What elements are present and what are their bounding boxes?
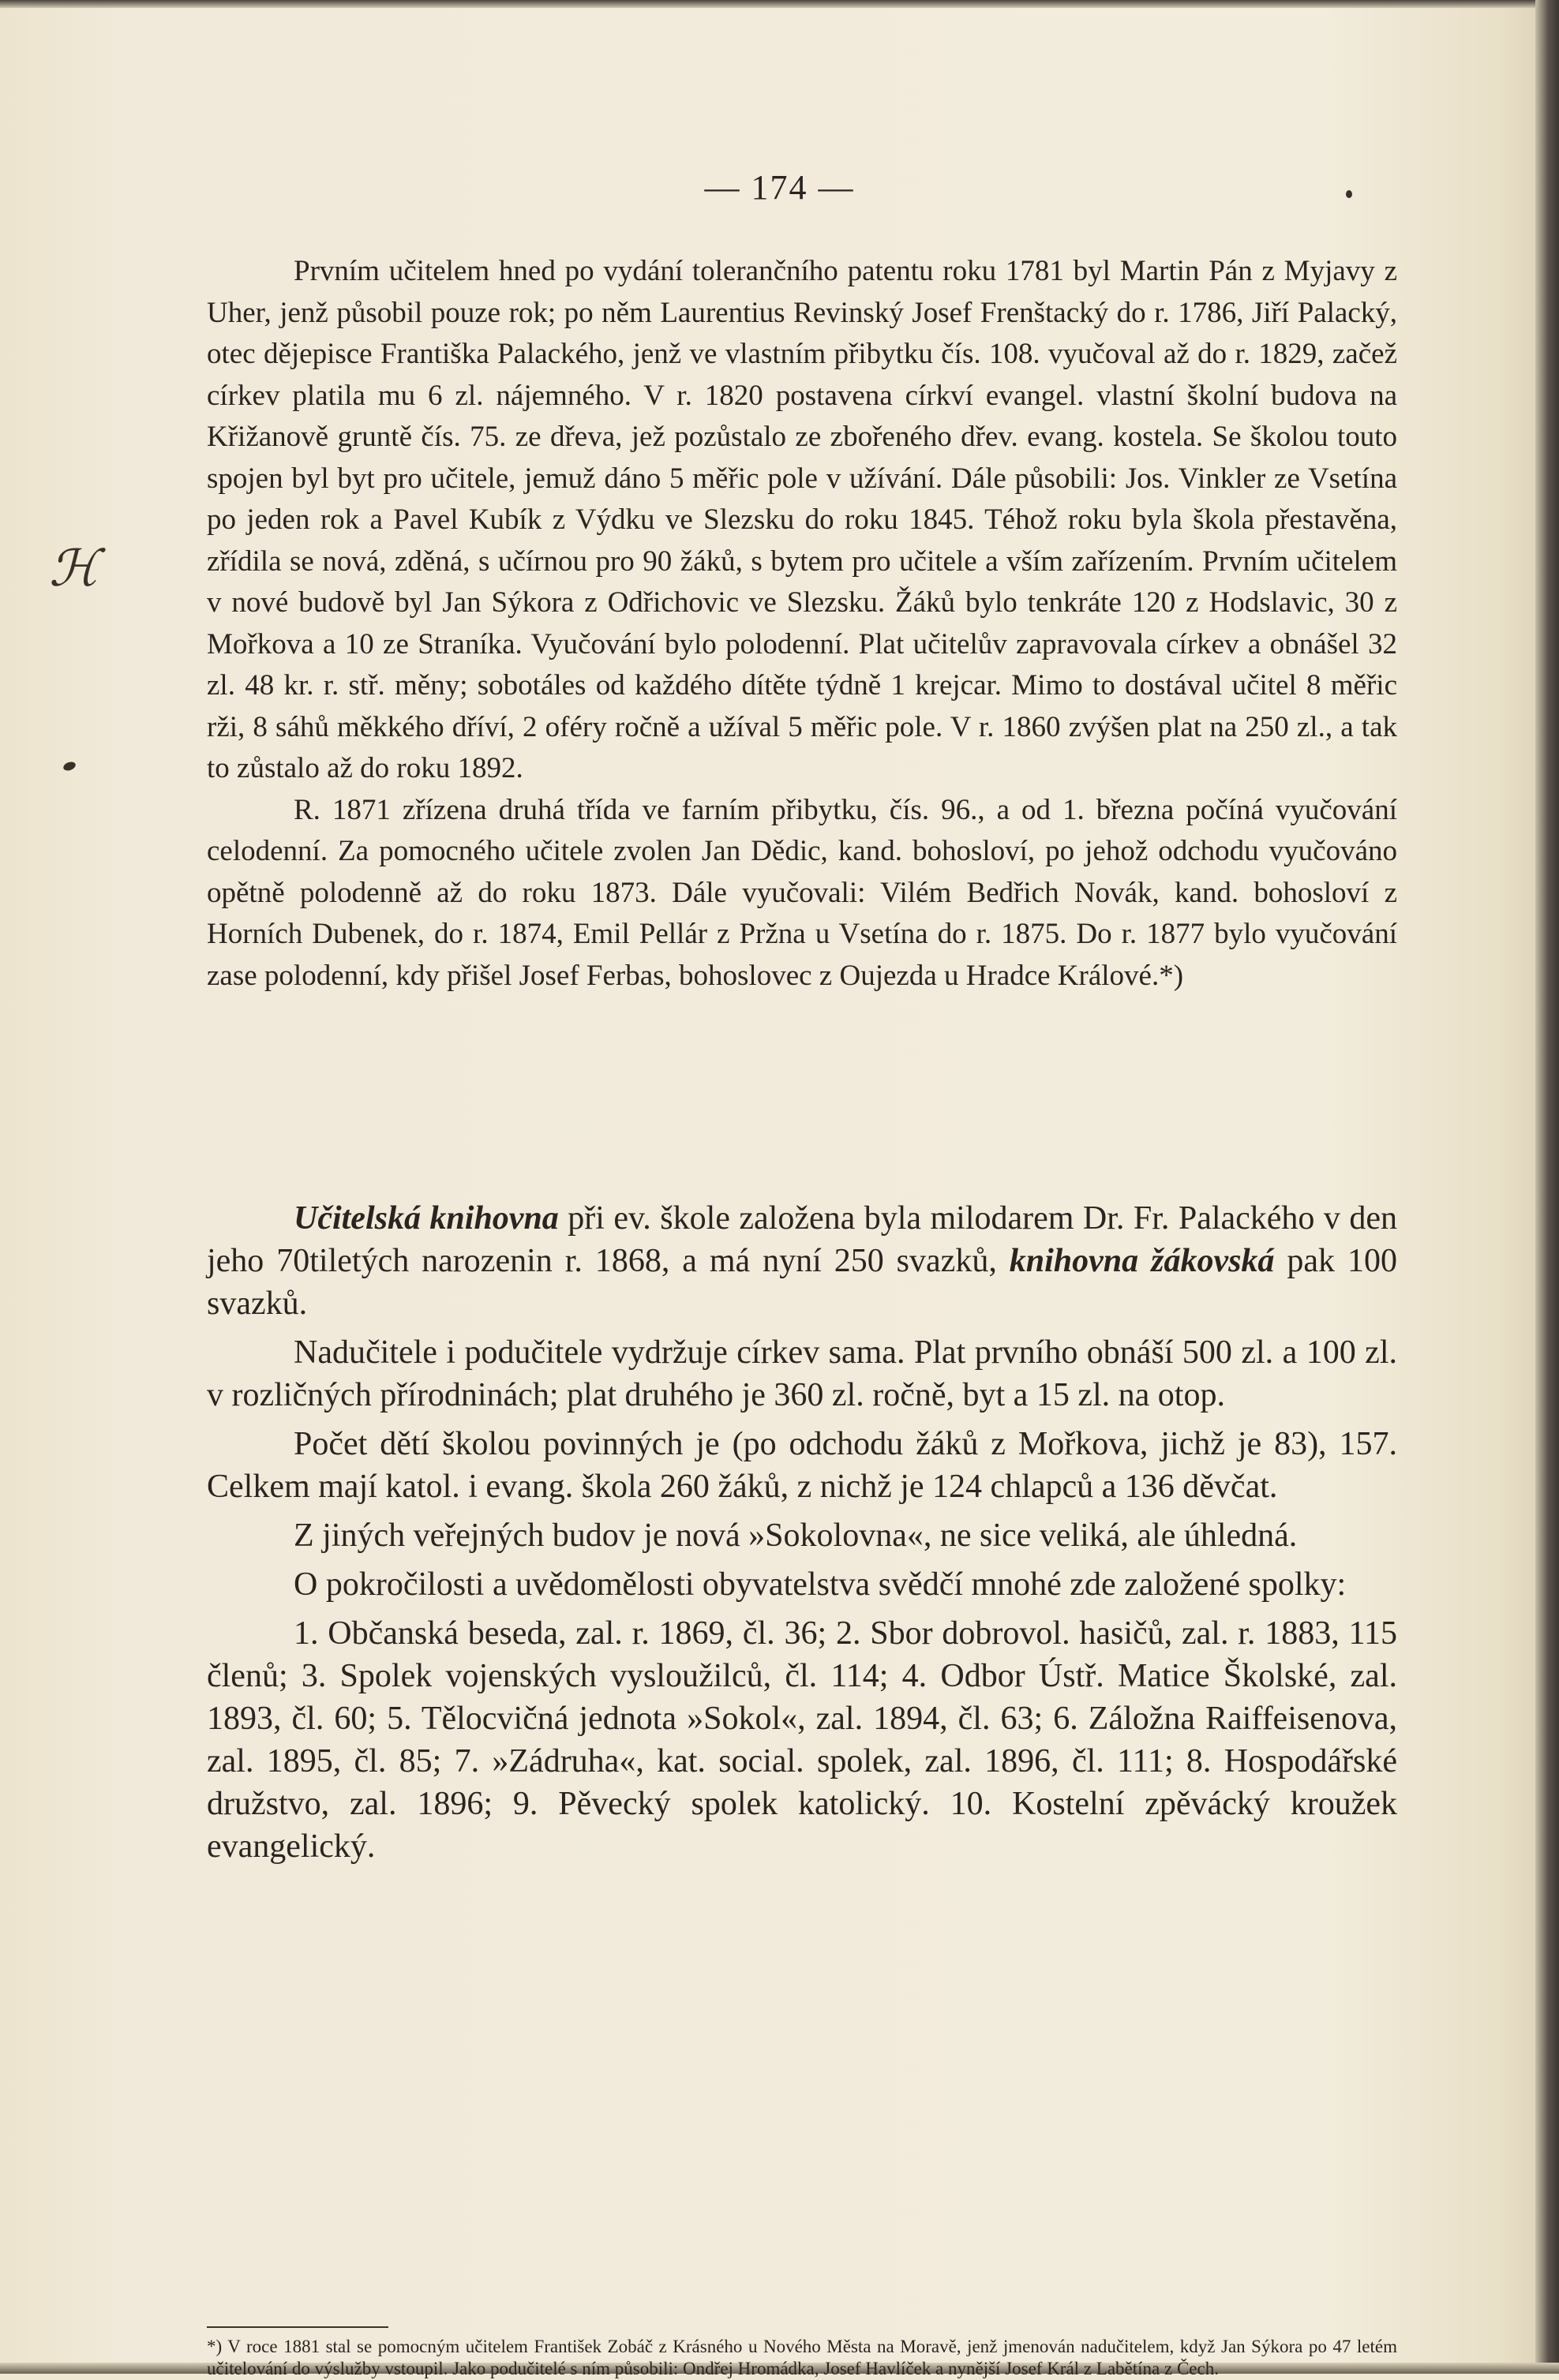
ink-speck [1346, 190, 1352, 198]
paragraph-first-teachers: Prvním učitelem hned po vydání tolerančního patentu roku 1781 byl Martin Pán z Myjavy z Uher, jenž působil pouze rok; po něm Laurentius Revinský Josef Frenštacký do r. 1786, Jiří Palacký, otec dějepisce Františka Palackého, jenž ve vlastním přibytku čís. 108. vyučoval až do r. 1829, začež církev platila mu 6 zl. nájemného. V r. 1820 postavena církví evangel. vlastní školní budova na Křižanově gruntě čís. 75. ze dřeva, jež pozůstalo ze zbořeného dřev. evang. kostela. Se školou touto spojen byl byt pro učitele, jemuž dáno 5 měřic pole v užívání. Dále působili: Jos. Vinkler ze Vsetína po jeden rok a Pavel Kubík z Výdku ve Slezsku do roku 1845. Téhož roku byla škola přestavěna, zřídila se nová, zděná, s učírnou pro 90 žáků, s bytem pro učitele a vším zařízením. Prvním učitelem v nové budově byl Jan Sýkora z Odřichovic ve Slezsku. Žáků bylo tenkráte 120 z Hodslavic, 30 z Mořkova a 10 ze Straníka. Vyučování bylo polodenní. Plat učitelův zapravovala církev a obnášel 32 zl. 48 kr. r. stř. měny; sobotáles od každého dítěte týdně 1 krejcar. Mimo to dostával učitel 8 měřic rži, 8 sáhů měkkého dříví, 2 oféry ročně a užíval 5 měřic pole. V r. 1860 zvýšen plat na 250 zl., a tak to zůstalo až do roku 1892. [207, 255, 1397, 784]
paragraph-second-class: R. 1871 zřízena druhá třída ve farním přibytku, čís. 96., a od 1. března počíná vyučování celodenní. Za pomocného učitele zvolen Jan Dědic, kand. bohosloví, po jehož odchodu vyučováno opětně polodenně až do roku 1873. Dále vyučovali: Vilém Bedřich Novák, kand. bohosloví z Horních Dubenek, do r. 1874, Emil Pellár z Pržna u Vsetína do r. 1875. Do r. 1877 bylo vyučování zase polodenní, kdy přišel Josef Ferbas, bohoslovec z Oujezda u Hradce Králové.*) [207, 793, 1397, 992]
paragraph-pupils: Počet dětí školou povinných je (po odchodu žáků z Mořkova, jichž je 83), 157. Celkem mají katol. i evang. škola 260 žáků, z nichž je 124 chlapců a 136 děvčat. [207, 1426, 1397, 1505]
library-text-1: při ev. škole založena byla milodarem Dr. Fr. Palackého v den jeho 70tiletých narozenin r. 1868, a má nyní 250 svazků, [207, 1200, 1397, 1279]
footnote-divider [207, 2326, 388, 2328]
library-lead-2: knihovna žákovská [1009, 1243, 1275, 1279]
library-lead: Učitelská knihovna [294, 1200, 559, 1237]
page-binding-edge [1535, 0, 1559, 2374]
school-details-section [207, 1197, 1397, 1868]
paragraph-buildings: Z jiných veřejných budov je nová »Sokolovna«, ne sice veliká, ale úhledná. [294, 1517, 1298, 1554]
ink-speck [62, 761, 77, 773]
paragraph-salaries: Nadučitele i podučitele vydržuje církev sama. Plat prvního obnáší 500 zl. a 100 zl. v rozličných přírodninách; plat druhého je 360 zl. ročně, byt a 15 zl. na otop. [207, 1334, 1397, 1413]
paragraph-library [207, 1197, 1397, 1325]
page-top-edge [0, 0, 1559, 8]
margin-handwritten-mark: ℋ [49, 540, 99, 598]
footnote: *) V roce 1881 stal se pomocným učitelem František Zobáč z Krásného u Nového Města na Moravě, jenž jmenován nadučitelem, když Jan Sýkora po 47 letém učitelování do výslužby vstoupil. Jako podučitelé s ním působili: Ondřej Hromádka, Josef Havlíček a nynější Josef Král z Labětína z Čech. [207, 2337, 1397, 2378]
paragraph-societies-list: 1. Občanská beseda, zal. r. 1869, čl. 36; 2. Sbor dobrovol. hasičů, zal. r. 1883, 115 členů; 3. Spolek vojenských vysloužilců, čl. 114; 4. Odbor Ústř. Matice Školské, zal. 1893, čl. 60; 5. Tělocvičná jednota »Sokol«, zal. 1894, čl. 63; 6. Záložna Raiffeisenova, zal. 1895, čl. 85; 7. »Zádruha«, kat. social. spolek, zal. 1896, čl. 111; 8. Hospodářské družstvo, zal. 1896; 9. Pěvecký spolek katolický. 10. Kostelní zpěvácký kroužek evangelický. [207, 1615, 1397, 1865]
school-history-section [207, 251, 1397, 997]
paragraph-societies-intro: O pokročilosti a uvědomělosti obyvatelstva svědčí mnohé zde založené spolky: [294, 1566, 1347, 1603]
page-number: — 174 — [704, 168, 855, 207]
library-text-2: pak 100 svazků. [207, 1243, 1397, 1322]
